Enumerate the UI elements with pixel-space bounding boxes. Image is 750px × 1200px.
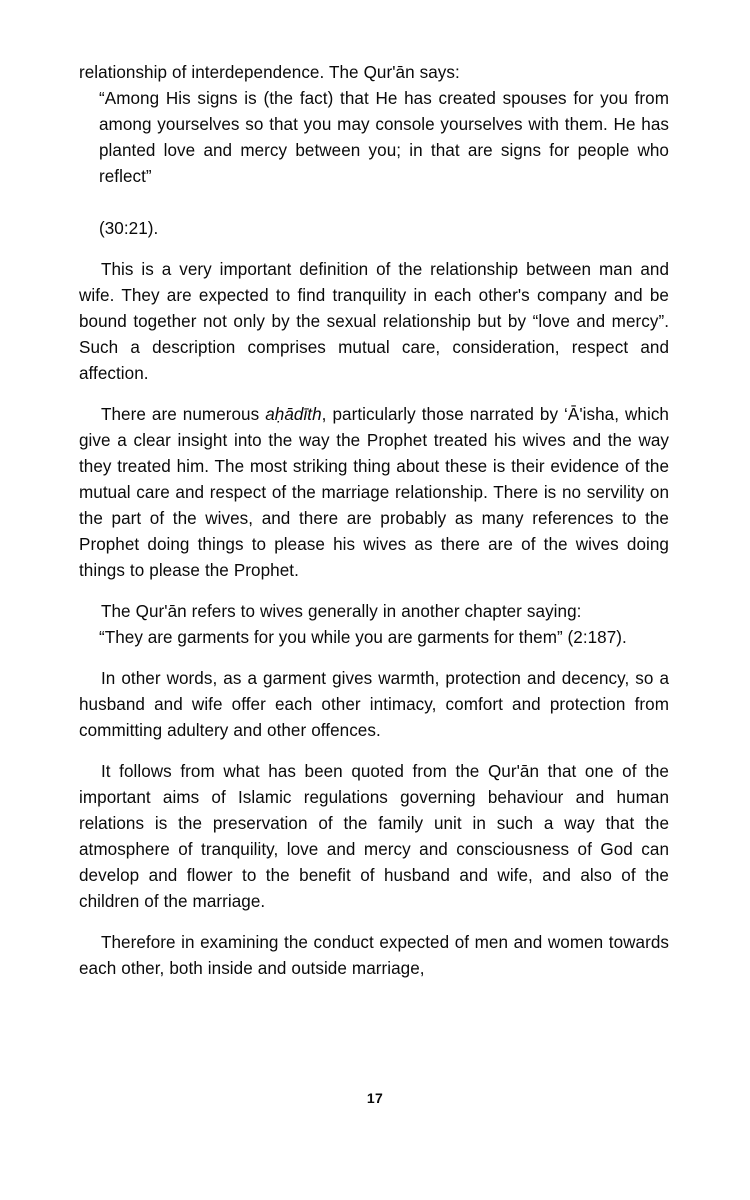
blockquote-reference-30-21: (30:21).	[99, 219, 159, 238]
paragraph-conduct-examination: Therefore in examining the conduct expected of men and women towards each other, both inside and outside marriage,	[79, 933, 669, 978]
paragraph-family-unit: It follows from what has been quoted from the Qur'ān that one of the important aims of Islamic regulations governing behaviour and human relations is the preservation of the family unit in such a way that the atmosphere of tranquility, love and mercy and consciousness of God can develop and flower to the benefit of husband and wife, and also of the children of the marriage.	[79, 762, 669, 911]
paragraph-ahadith	[79, 402, 669, 584]
paragraph-definition-relationship: This is a very important definition of the relationship between man and wife. They are expected to find tranquility in each other's company and be bound together not only by the sexual relationship but by “love and mercy”. Such a description comprises mutual care, consideration, respect and affection.	[79, 260, 669, 383]
paragraph-ahadith-rest: , particularly those narrated by ‘Ā'isha, which give a clear insight into the way the Prophet treated his wives and the way they treated him. The most striking thing about these is their evidence of the mutual care and respect of the marriage relationship. There is no servility on the part of the wives, and there are probably as many references to the Prophet doing things to please his wives as there are of the wives doing things to please the Prophet.	[79, 405, 669, 580]
transliterated-term-ahadith: aḥādīth	[265, 405, 322, 424]
blockquote-text: “Among His signs is (the fact) that He has created spouses for you from among yourselves so that you may console yourselves with them. He has planted love and mercy between you; in that are signs for people who reflect”	[99, 89, 669, 186]
page-number: 17	[366, 1090, 384, 1106]
paragraph-intro: relationship of interdependence. The Qur'ān says:	[79, 63, 460, 82]
page-text-block	[79, 60, 669, 982]
blockquote-quran-30-21	[79, 86, 669, 216]
paragraph-garment-meaning: In other words, as a garment gives warmth, protection and decency, so a husband and wife offer each other intimacy, comfort and protection from committing adultery and other offences.	[79, 669, 669, 740]
paragraph-ahadith-lead: There are numerous	[101, 405, 266, 424]
paragraph-quran-refers-wives: The Qur'ān refers to wives generally in another chapter saying:	[101, 602, 582, 621]
blockquote-quran-2-187: “They are garments for you while you are garments for them” (2:187).	[99, 628, 627, 647]
